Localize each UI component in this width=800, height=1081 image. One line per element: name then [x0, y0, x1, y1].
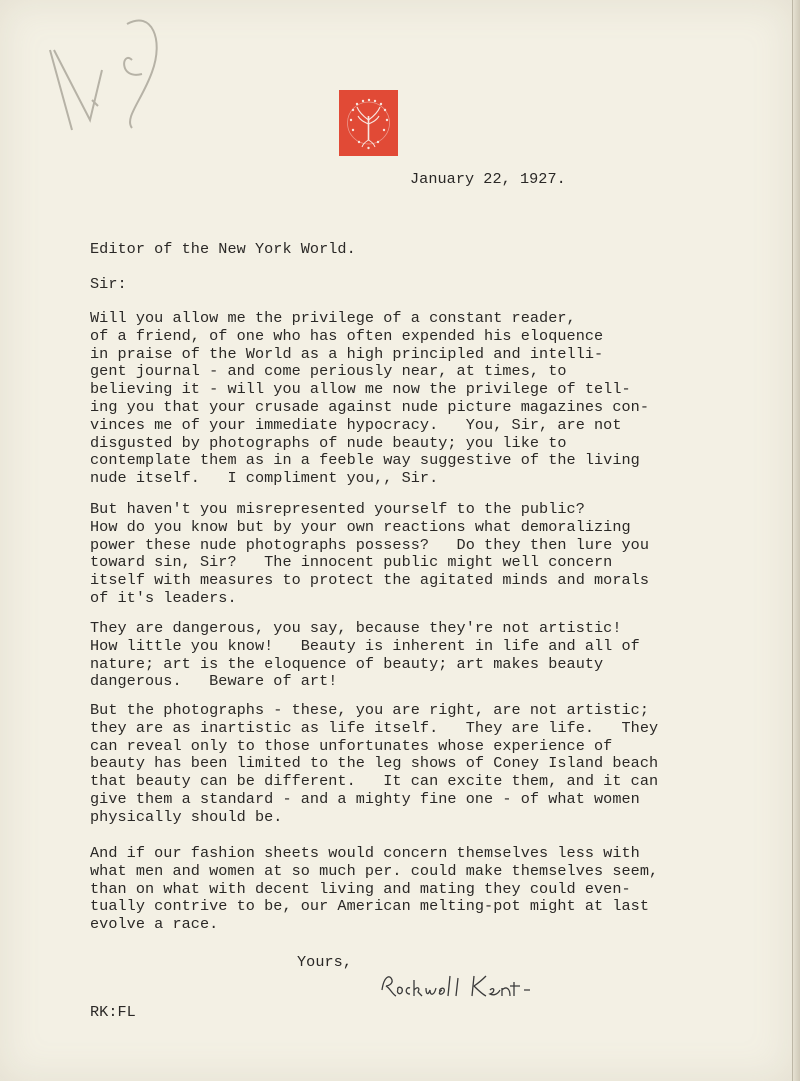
typist-initials: RK:FL: [90, 1003, 136, 1021]
pencil-annotation: [32, 10, 182, 160]
letter-date: January 22, 1927.: [410, 170, 566, 188]
page-edge: [793, 0, 800, 1081]
closing: Yours,: [297, 953, 352, 971]
paragraph: But haven't you misrepresented yourself to the public? How do you know but by your own reactions what demoralizing power these nude photographs possess? Do they then lure you toward sin, Sir? The innocent public might well concern itself with measures to protect the agitated minds and morals of it's leaders.: [90, 500, 650, 607]
tree-monogram-icon: [339, 90, 398, 156]
salutation: Sir:: [90, 275, 127, 293]
handwritten-signature: [378, 968, 538, 1002]
paragraph: But the photographs - these, you are right, are not artistic; they are as inartistic as life itself. They are life. They can reveal only to those unfortunates whose experience of beauty has been limited to the leg shows of Coney Island beach that beauty can be different. It can excite them, and it can give them a standard - and a mighty fine one - of what women physically should be.: [90, 701, 659, 826]
rockwell-kent-logo: [339, 90, 398, 156]
paragraph: Will you allow me the privilege of a constant reader, of a friend, of one who has often expended his eloquence in praise of the World as a high principled and intelli- gent journal - and come periously near, at times, to believing it - will you allow me now the privilege of tell- ing you that your crusade against nude picture magazines con- vinces me of your immediate hypocracy. You, Sir, are not disgusted by photographs of nude beauty; you like to contemplate them as in a feeble way suggestive of the living nude itself. I compliment you,, Sir.: [90, 309, 650, 488]
paragraph: They are dangerous, you say, because they're not artistic! How little you know! Beauty is inherent in life and all of nature; art is the eloquence of beauty; art makes beauty dangerous. Beware of art!: [90, 619, 640, 691]
addressee: Editor of the New York World.: [90, 240, 356, 258]
paragraph: And if our fashion sheets would concern themselves less with what men and women at so much per. could make themselves seem, than on what with decent living and mating they could even- tually contrive to be, our American melting-pot might at last evolve a race.: [90, 844, 659, 934]
